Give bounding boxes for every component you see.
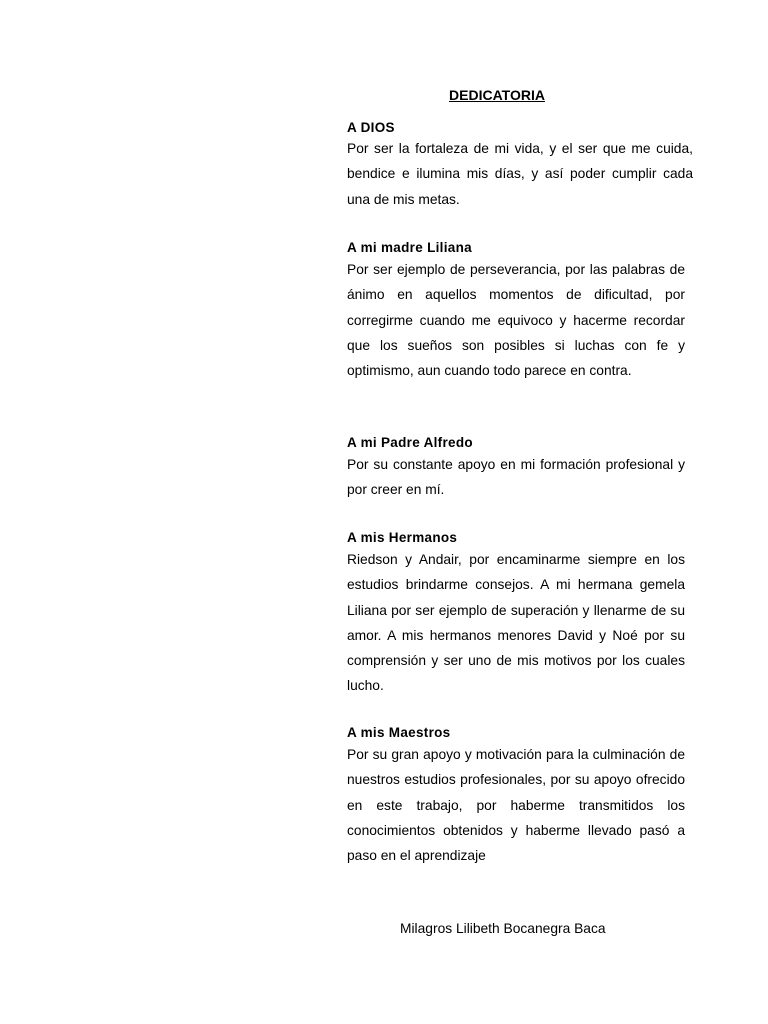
section-body: Por su constante apoyo en mi formación profesional y por creer en mí. xyxy=(347,457,685,498)
section-heading: A mi Padre Alfredo xyxy=(347,435,473,450)
dedication-section-maestros xyxy=(347,724,685,868)
section-heading: A mi madre Liliana xyxy=(347,240,472,255)
section-heading: A mis Maestros xyxy=(347,725,451,740)
dedication-section-dios xyxy=(347,119,693,212)
section-body: Riedson y Andair, por encaminarme siempre en los estudios brindarme consejos. A mi hermana gemela Liliana por ser ejemplo de superación y llenarme de su amor. A mis hermanos menores David y Noé por su comprensión y ser uno de mis motivos por los cuales lucho. xyxy=(347,552,685,694)
section-body: Por ser ejemplo de perseverancia, por las palabras de ánimo en aquellos momentos de dificultad, por corregirme cuando me equivoco y hacerme recordar que los sueños son posibles si luchas con fe y optimismo, aun cuando todo parece en contra. xyxy=(347,262,685,379)
section-heading: A mis Hermanos xyxy=(347,530,458,545)
dedication-section-hermanos xyxy=(347,529,685,699)
signature: Milagros Lilibeth Bocanegra Baca xyxy=(400,921,606,936)
dedication-section-padre xyxy=(347,434,685,503)
section-body: Por ser la fortaleza de mi vida, y el ser que me cuida, bendice e ilumina mis días, y así poder cumplir cada una de mis metas. xyxy=(347,141,693,207)
page-title: DEDICATORIA xyxy=(449,87,545,103)
dedication-section-madre xyxy=(347,239,685,383)
section-heading: A DIOS xyxy=(347,120,395,135)
section-body: Por su gran apoyo y motivación para la culminación de nuestros estudios profesionales, por su apoyo ofrecido en este trabajo, por haberme transmitidos los conocimientos obtenidos y haberme llevado pasó a paso en el aprendizaje xyxy=(347,747,685,864)
